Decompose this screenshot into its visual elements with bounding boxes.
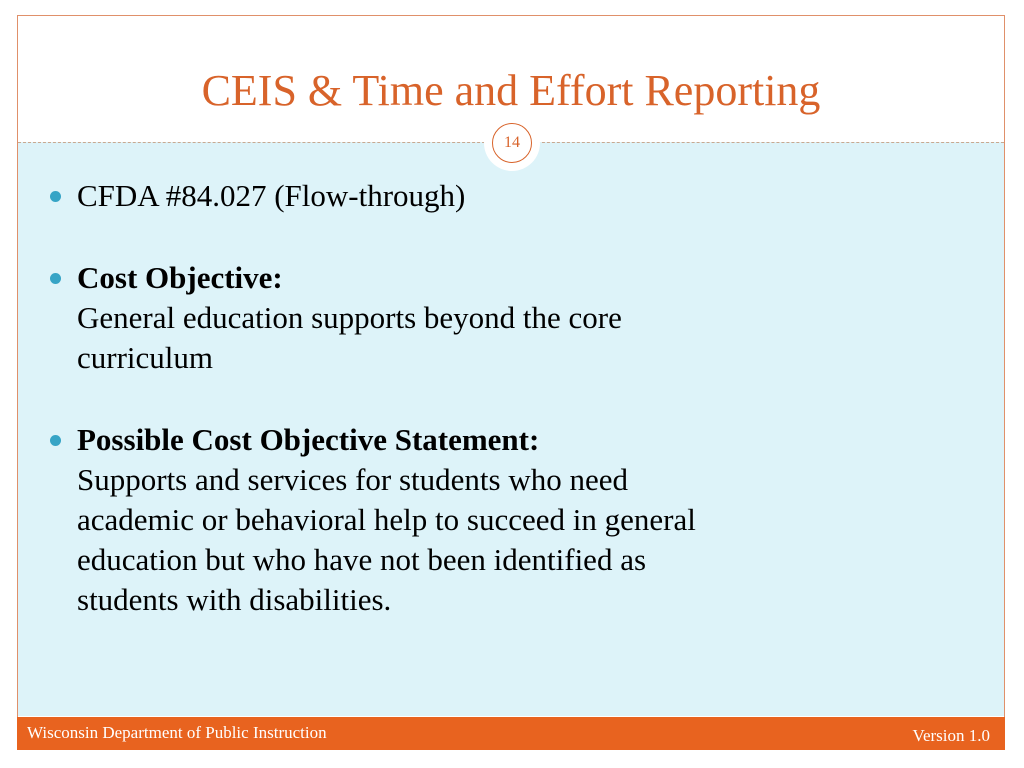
slide-title: CEIS & Time and Effort Reporting — [201, 66, 821, 115]
bullet-list — [50, 176, 950, 620]
footer-organization: Wisconsin Department of Public Instruction — [27, 723, 327, 742]
bullet-body-line: Supports and services for students who need — [77, 462, 629, 497]
bullet-body-line: education but who have not been identified as — [77, 542, 647, 577]
bullet-item — [50, 420, 950, 620]
slide-number: 14 — [492, 123, 532, 163]
bullet-dot-icon — [50, 191, 61, 202]
footer-bar — [17, 717, 1005, 750]
bullet-body-line: academic or behavioral help to succeed in general — [77, 502, 696, 537]
bullet-body-line: General education supports beyond the core — [77, 300, 622, 335]
bullet-body-line: students with disabilities. — [77, 582, 392, 617]
bullet-body-line: curriculum — [77, 340, 214, 375]
bullet-dot-icon — [50, 273, 61, 284]
bullet-text: CFDA #84.027 (Flow-through) — [77, 178, 466, 213]
bullet-item — [50, 258, 950, 378]
footer-version: Version 1.0 — [912, 726, 990, 745]
bullet-heading: Possible Cost Objective Statement: — [77, 422, 540, 457]
bullet-heading: Cost Objective: — [77, 260, 283, 295]
slide-number-badge — [484, 115, 540, 171]
bullet-item — [50, 176, 950, 216]
bullet-dot-icon — [50, 435, 61, 446]
